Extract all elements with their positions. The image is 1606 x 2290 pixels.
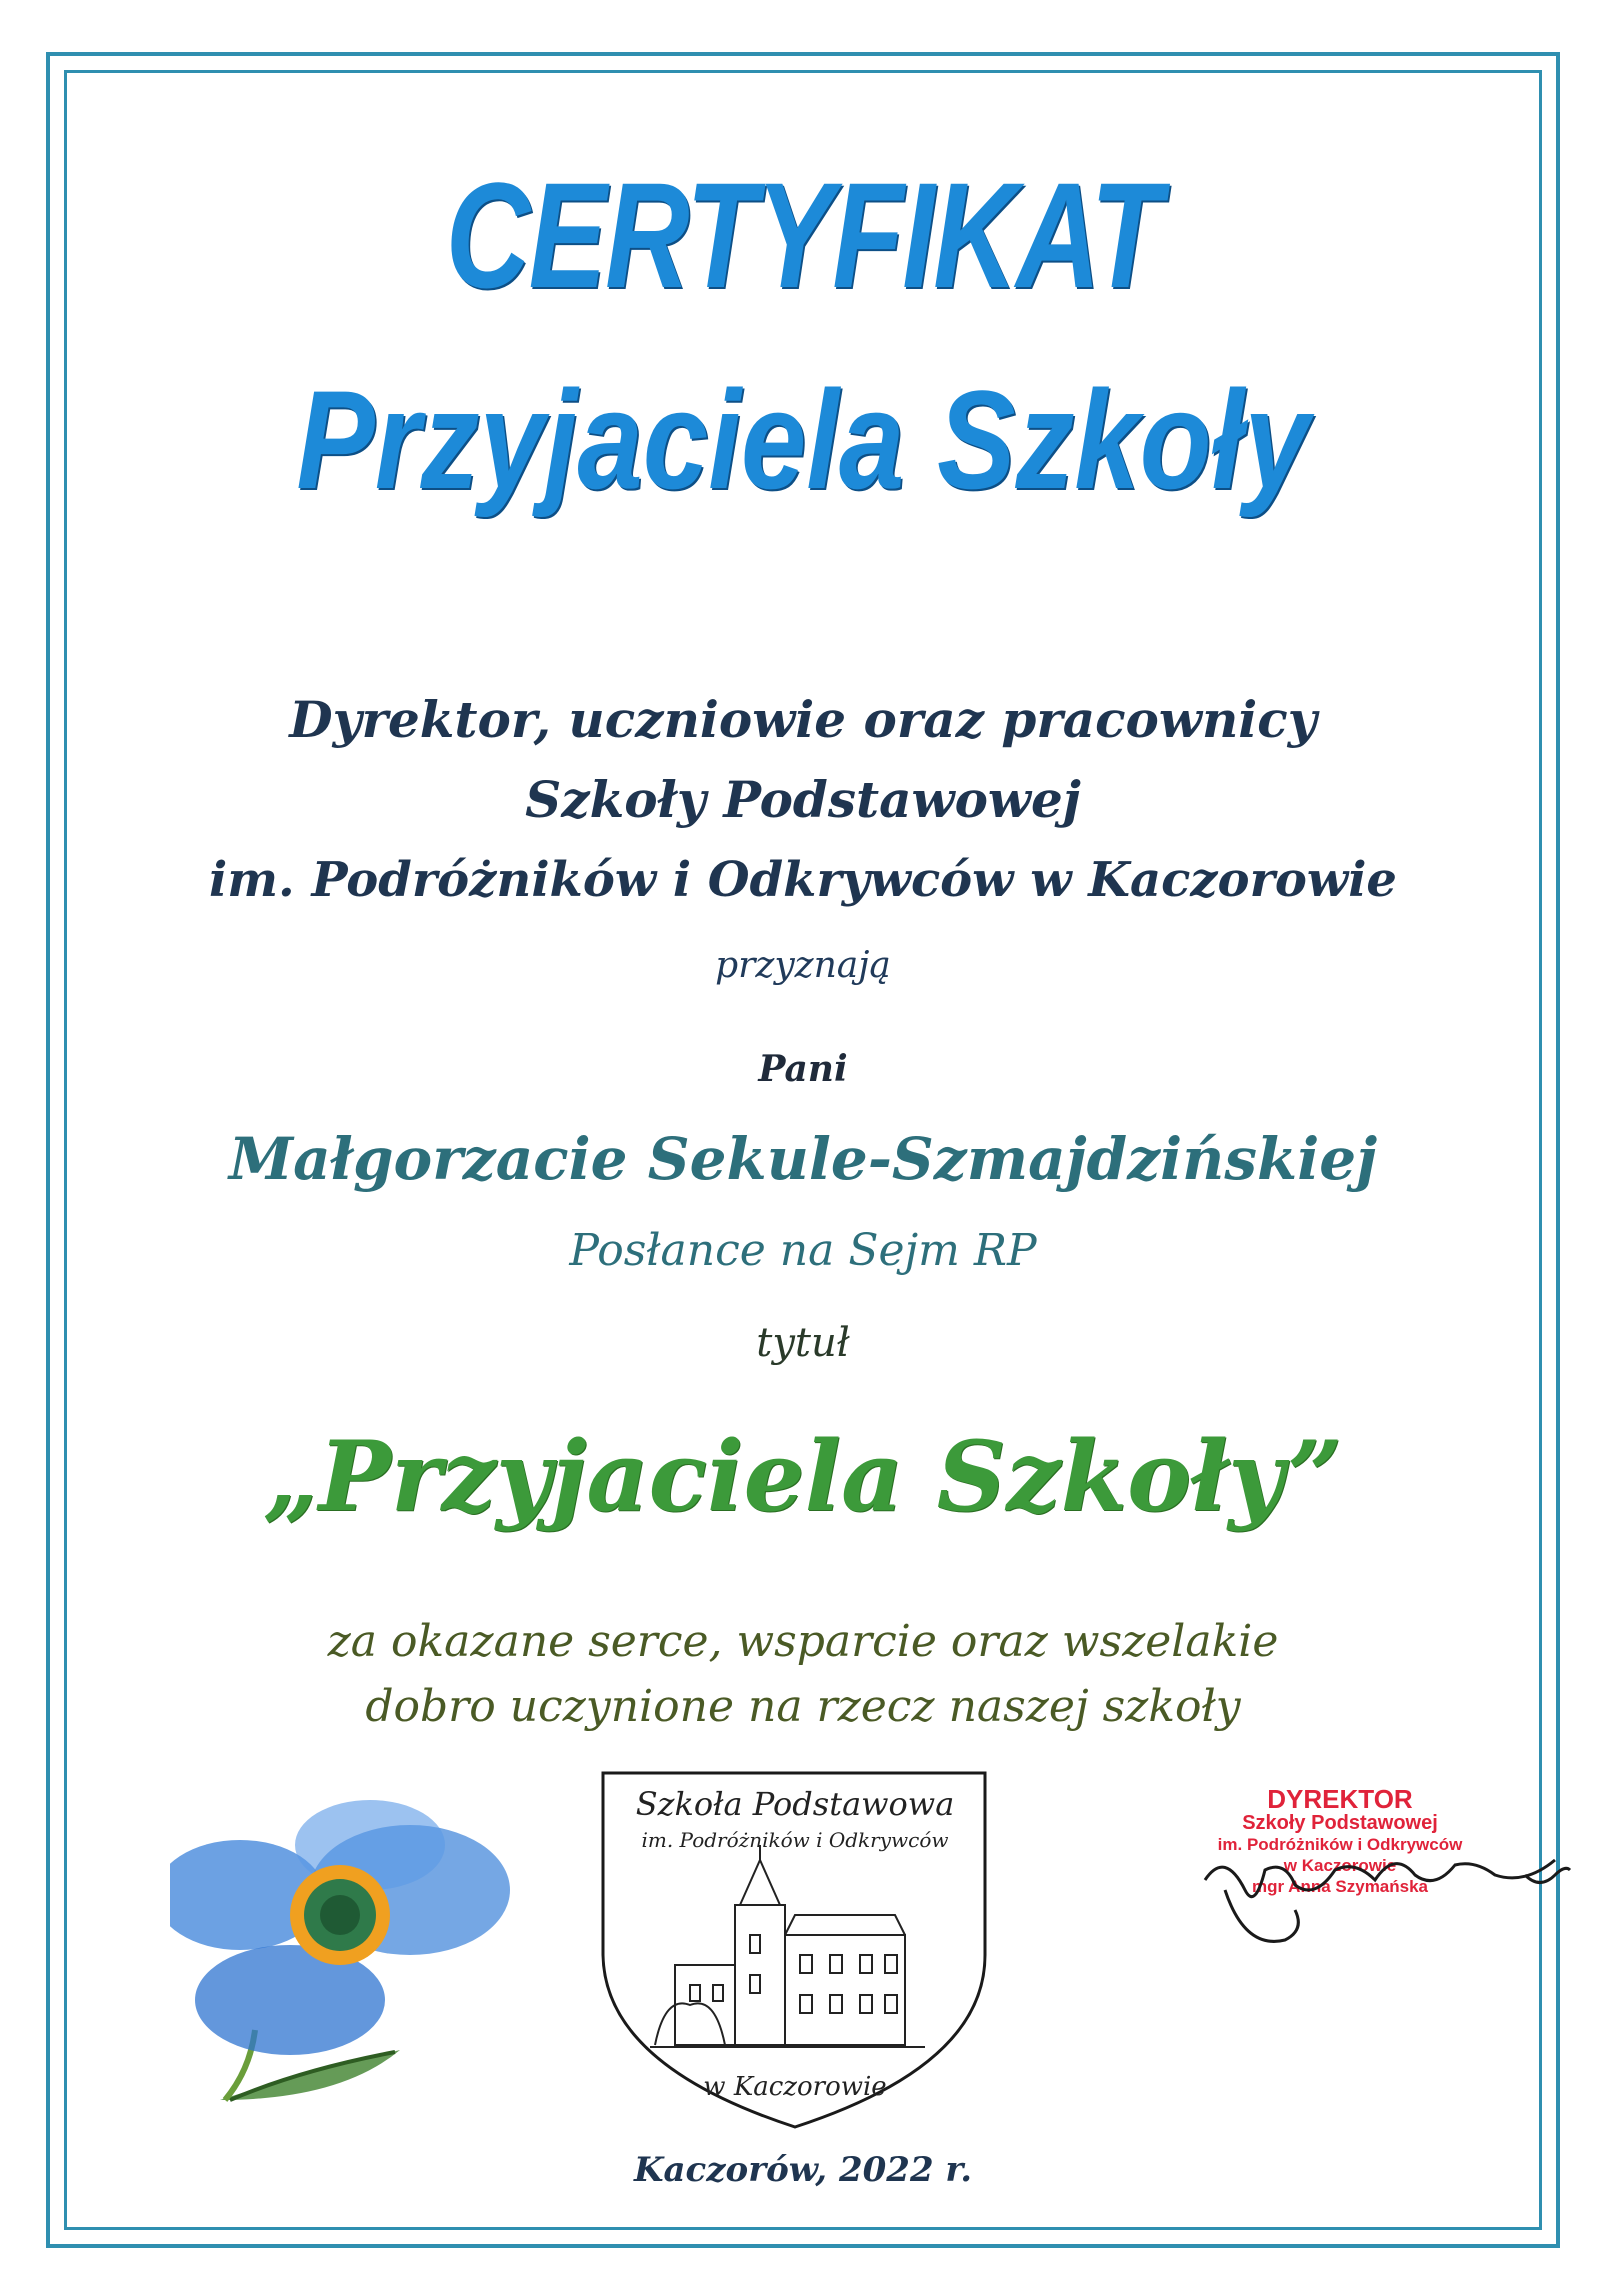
- place-date: Kaczorów, 2022 r.: [633, 2150, 973, 2190]
- stamp-line-5: mgr Anna Szymańska: [1251, 1877, 1429, 1896]
- intro-line-3: im. Podróżników i Odkrywców w Kaczorowie: [209, 852, 1397, 908]
- intro-line-2: Szkoły Podstawowej: [525, 770, 1081, 829]
- salutation: Pani: [758, 1048, 848, 1090]
- certificate-title: CERTYFIKAT: [445, 151, 1161, 319]
- reason-line-2: dobro uczynione na rzecz naszej szkoły: [365, 1681, 1241, 1732]
- recipient-role: Posłance na Sejm RP: [569, 1225, 1037, 1276]
- certificate-subtitle: Przyjaciela Szkoły: [296, 361, 1310, 518]
- crest-line-3: w Kaczorowie: [703, 2072, 887, 2102]
- award-label: tytuł: [756, 1320, 850, 1366]
- stamp-line-4: w Kaczorowie: [1283, 1856, 1397, 1875]
- school-crest: [595, 1765, 995, 2135]
- stamp-line-1: DYREKTOR: [1267, 1784, 1413, 1814]
- award-title: „Przyjaciela Szkoły”: [263, 1420, 1343, 1533]
- stamp-line-2: Szkoły Podstawowej: [1242, 1812, 1438, 1834]
- signature-icon: [1195, 1830, 1575, 1970]
- flower-illustration: [170, 1800, 530, 2140]
- crest-line-2: im. Podróżników i Odkrywców: [641, 1828, 949, 1852]
- crest-line-1: Szkoła Podstawowa: [635, 1785, 955, 1823]
- recipient-name: Małgorzacie Sekule-Szmajdzińskiej: [228, 1125, 1378, 1193]
- intro-line-4: przyznają: [715, 945, 891, 986]
- intro-line-1: Dyrektor, uczniowie oraz pracownicy: [289, 690, 1317, 749]
- stamp-line-3: im. Podróżników i Odkrywców: [1217, 1835, 1463, 1854]
- reason-line-1: za okazane serce, wsparcie oraz wszelakie: [327, 1616, 1279, 1667]
